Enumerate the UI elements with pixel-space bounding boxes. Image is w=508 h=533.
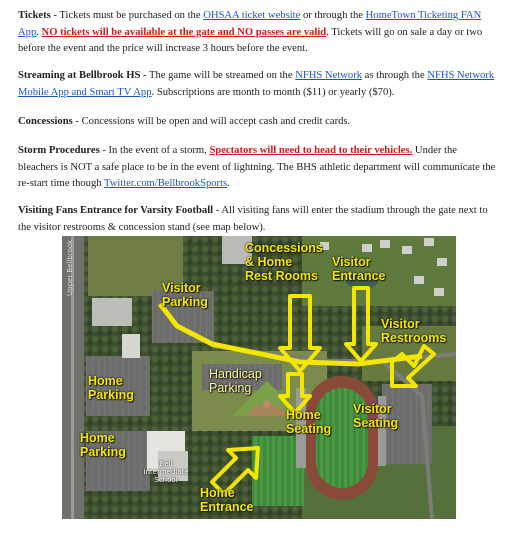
visitor-seating-label-line-1: Visitor	[353, 402, 392, 416]
tickets-warning: NO tickets will be available at the gate and NO passes are valid	[41, 26, 327, 38]
streaming-text-2: as through the	[362, 70, 428, 81]
visiting-sep: -	[213, 205, 222, 216]
visitor-entrance-label-line-2: Entrance	[332, 269, 386, 283]
home-entrance-label-line-1: Home	[200, 486, 235, 500]
streaming-paragraph	[18, 68, 496, 101]
home-parking-b-label-line-1: Home	[80, 431, 115, 445]
storm-warning: Spectators will need to head to their vehicles.	[209, 145, 413, 156]
school-label-line-1: Bell	[159, 460, 173, 468]
tickets-paragraph	[18, 8, 496, 58]
tickets-text-3: .	[36, 26, 42, 38]
visitor-seating-label-line-2: Seating	[353, 416, 399, 430]
concessions-label	[245, 241, 323, 283]
visitor-restrooms-label	[381, 317, 446, 345]
handicap-parking-label	[209, 367, 262, 395]
ohsaa-ticket-link[interactable]: OHSAA ticket website	[203, 10, 301, 21]
home-seating-label-line-2: Seating	[286, 422, 332, 436]
visitor-parking-label-line-1: Visitor	[162, 281, 201, 295]
tickets-heading: Tickets	[18, 10, 51, 21]
storm-heading: Storm Procedures	[18, 145, 100, 156]
home-entrance-label-line-2: Entrance	[200, 500, 254, 514]
storm-text-3: .	[227, 178, 230, 189]
concessions-heading: Concessions	[18, 116, 73, 127]
home-entrance-label	[200, 486, 254, 514]
school-label-line-2: Intermediate	[143, 468, 189, 476]
tickets-sep: -	[50, 10, 60, 21]
tickets-text-1: Tickets must be purchased on the	[59, 10, 204, 21]
visitor-entrance-label	[332, 255, 386, 283]
streaming-sep: -	[140, 70, 149, 81]
storm-text-1: In the event of a storm,	[108, 145, 210, 156]
home-parking-a-label	[88, 374, 134, 402]
stadium-map	[62, 236, 456, 519]
storm-text-2: Under the bleachers is NOT a safe place to be in the event of lightning. The BHS athletic department will communicate the re-start time though	[18, 145, 496, 189]
visitor-seating-label	[353, 402, 398, 430]
visitor-parking-label-line-2: Parking	[162, 295, 208, 309]
tickets-text-4: . Tickets will go on sale a day or two before the event and the price will increase 3 hours before the event.	[18, 26, 483, 54]
home-seating-label	[286, 408, 331, 436]
visiting-text: All visiting fans will enter the stadium through the gate next to the visitor restrooms & concession stand (see map below).	[18, 205, 488, 233]
visitor-restrooms-label-line-1: Visitor	[381, 317, 420, 331]
storm-paragraph	[18, 143, 496, 193]
concessions-paragraph	[18, 114, 496, 131]
concessions-label-line-1: Concessions	[245, 241, 323, 255]
concessions-sep: -	[72, 116, 82, 127]
school-label-line-3: School	[154, 476, 178, 484]
handicap-parking-label-line-1: Handicap	[209, 367, 262, 381]
school-label	[142, 460, 190, 484]
visitor-restrooms-label-line-2: Restrooms	[381, 331, 447, 345]
streaming-text-3: . Subscriptions are month to month ($11) or yearly ($70).	[151, 86, 395, 98]
home-parking-a-label-line-2: Parking	[88, 388, 134, 402]
streaming-heading: Streaming at Bellbrook HS	[18, 70, 141, 81]
concessions-text: Concessions will be open and will accept cash and credit cards.	[81, 116, 351, 127]
home-parking-a-label-line-1: Home	[88, 374, 123, 388]
home-parking-b-label-line-2: Parking	[80, 445, 126, 459]
handicap-parking-label-line-2: Parking	[209, 381, 252, 395]
nfhs-network-link[interactable]: NFHS Network	[295, 70, 362, 81]
nfhs-app-link[interactable]: NFHS Network Mobile App and Smart TV App	[18, 70, 495, 98]
storm-sep: -	[99, 145, 109, 156]
visitor-entrance-label-line-1: Visitor	[332, 255, 371, 269]
visiting-paragraph	[18, 203, 496, 236]
concessions-label-line-2: & Home	[245, 255, 293, 269]
concessions-label-line-3: Rest Rooms	[245, 269, 318, 283]
home-parking-b-label	[80, 431, 126, 459]
home-seating-label-line-1: Home	[286, 408, 321, 422]
streaming-text-1: The game will be streamed on the	[148, 70, 296, 81]
visitor-parking-label	[162, 281, 208, 309]
road-label: Upper Bellbrook	[66, 239, 74, 296]
twitter-link[interactable]: Twitter.com/BellbrookSports	[104, 178, 228, 189]
visiting-heading: Visiting Fans Entrance for Varsity Football	[18, 205, 214, 216]
hometown-ticketing-link[interactable]: HomeTown Ticketing FAN App	[18, 10, 482, 38]
tickets-text-2: or through the	[300, 10, 366, 21]
